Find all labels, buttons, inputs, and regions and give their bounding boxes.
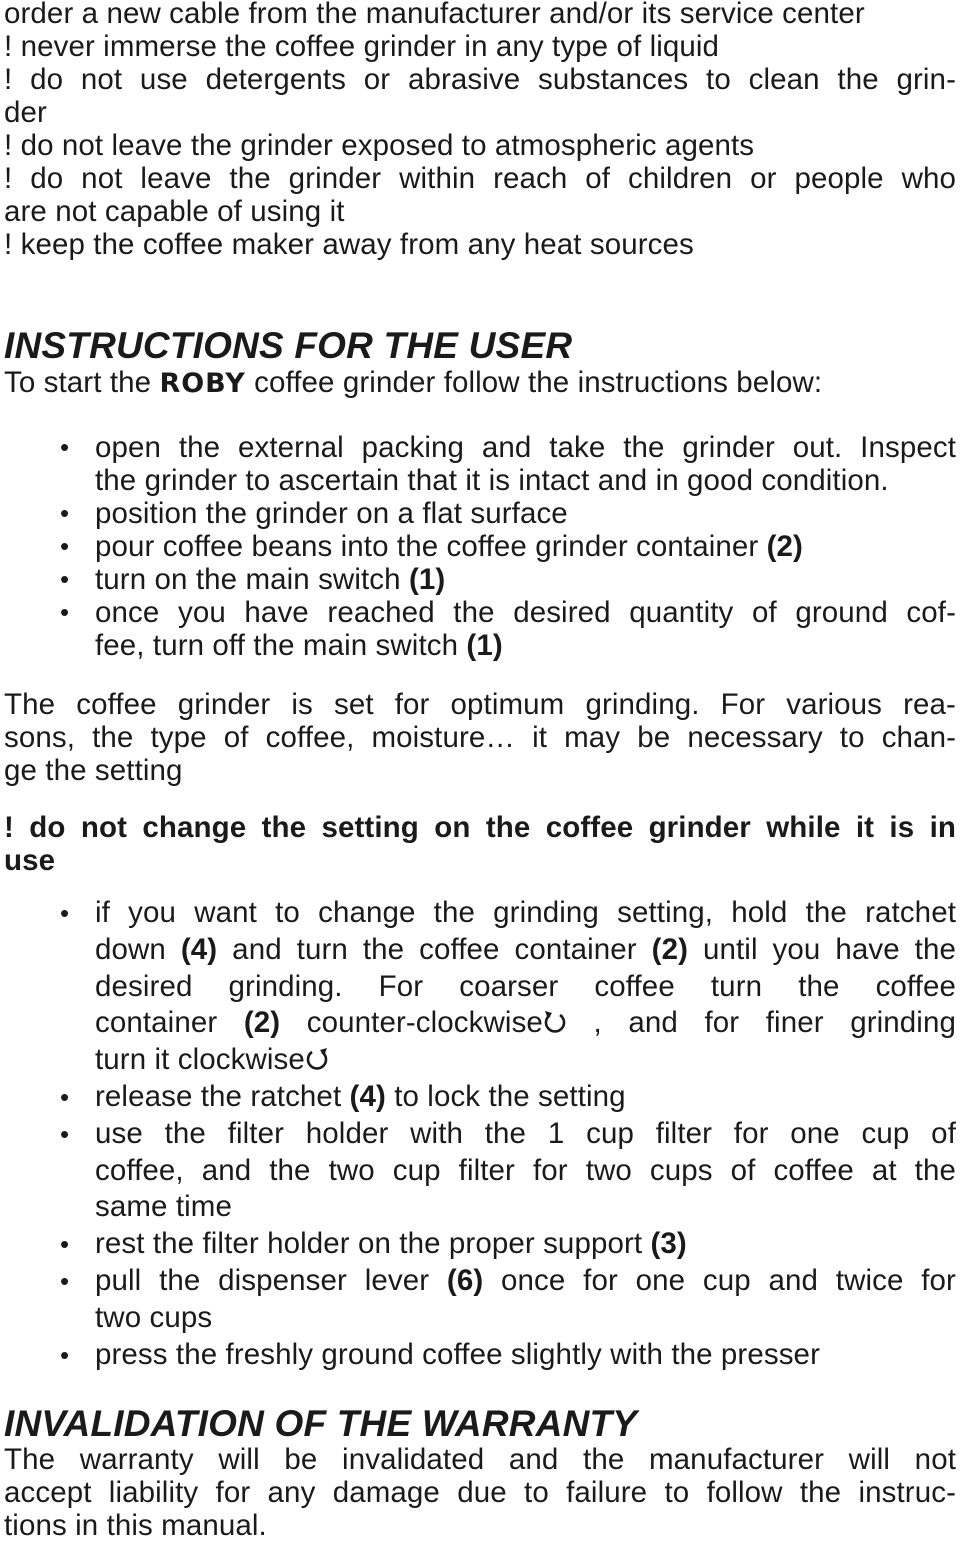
bullet-icon: • — [60, 898, 70, 928]
warning-line: order a new cable from the manufacturer and/or its service center — [4, 0, 865, 30]
warning-line: ! do not leave the grinder exposed to atmospheric agents — [4, 129, 755, 162]
instructions-heading: INSTRUCTIONS FOR THE USER — [4, 325, 573, 366]
bullet-icon: • — [60, 1339, 70, 1370]
list-item: • pour coffee beans into the coffee grinder container (2) — [60, 530, 803, 563]
list-item: • if you want to change the grinding setting, hold the ratchet down (4) and turn the coffee container (2) until you have the desired grinding. For coarser coffee turn the coffee container (2) counter-clockwise , and for finer grinding turn it clockwise — [60, 896, 956, 1077]
start-steps-list — [4, 431, 956, 662]
instructions-intro: To start the ROBY coffee grinder follow the instructions below: — [4, 366, 823, 399]
warranty-text: The warranty will be invalidated and the manufacturer will not accept liability for any damage due to failure to follow the instruc- tions in this manual. — [4, 1443, 956, 1542]
bullet-icon: • — [60, 1081, 70, 1112]
bullet-icon: • — [60, 1118, 70, 1149]
part-ref: (2) — [651, 932, 689, 966]
warning-line: ! keep the coffee maker away from any heat sources — [4, 228, 694, 261]
part-ref: (1) — [466, 629, 503, 662]
warning-line: der — [4, 96, 47, 129]
list-item: • open the external packing and take the grinder out. Inspect the grinder to ascertain that it is intact and in good condition. — [60, 431, 956, 497]
bullet-icon: • — [60, 531, 70, 561]
bullet-icon: • — [60, 432, 70, 462]
list-item: • release the ratchet (4) to lock the setting — [4, 1079, 956, 1116]
part-ref: (4) — [349, 1079, 386, 1113]
bullet-icon: • — [60, 1229, 70, 1260]
part-ref: (2) — [766, 530, 803, 563]
brand-name: ROBY — [159, 368, 246, 399]
part-ref: (2) — [243, 1006, 281, 1040]
warning-line: are not capable of using it — [4, 195, 345, 228]
list-item: • position the grinder on a flat surface — [60, 497, 568, 530]
bullet-icon: • — [60, 1265, 70, 1296]
setting-note: The coffee grinder is set for optimum grinding. For various rea- sons, the type of coffee, moisture… it may be necessary to chan- ge the setting — [4, 688, 956, 787]
setting-steps-list — [4, 895, 956, 1373]
part-ref: (3) — [650, 1227, 687, 1261]
part-ref: (1) — [408, 563, 446, 596]
part-ref: (4) — [180, 932, 218, 966]
list-item: • turn on the main switch (1) — [60, 563, 446, 596]
list-item: • once you have reached the desired quantity of ground cof- fee, turn off the main switch (1) — [60, 596, 956, 662]
counter-clockwise-arrow-icon — [543, 1009, 567, 1035]
setting-warning: ! do not change the setting on the coffee grinder while it is in use — [4, 811, 956, 877]
clockwise-arrow-icon — [305, 1046, 329, 1072]
warning-line: ! do not use detergents or abrasive substances to clean the grin- — [4, 63, 956, 96]
list-item: • use the filter holder with the 1 cup filter for one cup of coffee, and the two cup filter for two cups of coffee at the same time — [60, 1116, 956, 1224]
bullet-icon: • — [60, 597, 70, 627]
list-item: • press the freshly ground coffee slightly with the presser — [4, 1337, 956, 1374]
part-ref: (6) — [446, 1263, 484, 1297]
bullet-icon: • — [60, 498, 70, 528]
warning-line: ! never immerse the coffee grinder in any type of liquid — [4, 30, 720, 63]
list-item: • rest the filter holder on the proper support (3) — [4, 1226, 956, 1263]
warranty-heading: INVALIDATION OF THE WARRANTY — [4, 1403, 638, 1444]
warning-line: ! do not leave the grinder within reach of children or people who — [4, 162, 956, 195]
top-warnings — [4, 0, 956, 261]
bullet-icon: • — [60, 564, 70, 594]
list-item: • pull the dispenser lever (6) once for one cup and twice for two cups — [60, 1263, 956, 1334]
